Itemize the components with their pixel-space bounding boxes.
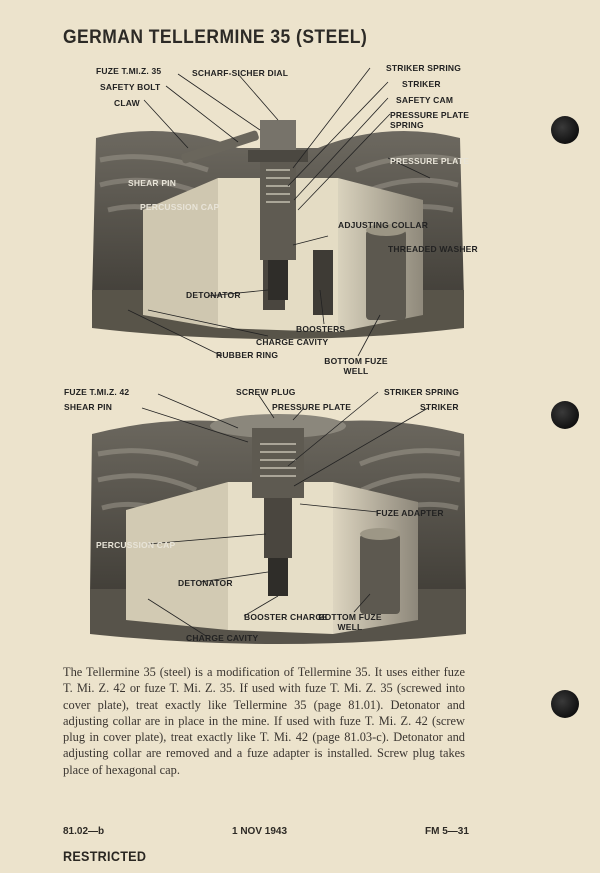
label-charge-cavity-2: CHARGE CAVITY [186, 633, 259, 643]
mine-cutaway-illustration-1 [88, 60, 468, 378]
label-booster-charge: BOOSTER CHARGE [244, 612, 329, 622]
figure-tmiz42-cutaway [64, 384, 468, 664]
label-screw-plug: SCREW PLUG [236, 387, 296, 397]
footer-manual-number: FM 5—31 [425, 826, 469, 837]
label-bottom-fuze-well [320, 356, 392, 376]
label-pressure-plate-spring-text: PRESSURE PLATE SPRING [390, 110, 470, 130]
label-bottom-fuze-well-text: BOTTOM FUZE WELL [324, 356, 388, 376]
label-percussion-cap: PERCUSSION CAP [140, 202, 220, 212]
label-striker-spring: STRIKER SPRING [386, 63, 462, 73]
label-striker-2: STRIKER [420, 402, 459, 412]
label-pressure-plate-2: PRESSURE PLATE [272, 402, 352, 412]
label-scharf-sicher-dial: SCHARF-SICHER DIAL [192, 68, 289, 78]
label-striker-spring-2: STRIKER SPRING [384, 387, 460, 397]
label-threaded-washer: THREADED WASHER [388, 244, 478, 254]
label-shear-pin-2: SHEAR PIN [64, 402, 113, 412]
label-fuze-tmiz35: FUZE T.MI.Z. 35 [96, 66, 162, 76]
footer-page-id: 81.02—b [63, 826, 105, 837]
label-percussion-cap-2: PERCUSSION CAP [96, 540, 176, 550]
label-fuze-adapter: FUZE ADAPTER [376, 508, 444, 518]
label-detonator: DETONATOR [186, 290, 241, 300]
figure-tmiz35-cutaway [88, 60, 478, 378]
binder-hole-middle [551, 401, 579, 429]
binder-hole-top [551, 116, 579, 144]
label-charge-cavity: CHARGE CAVITY [256, 337, 329, 347]
page-title: GERMAN TELLERMINE 35 (STEEL) [63, 27, 368, 48]
classification-marking: RESTRICTED [63, 848, 147, 864]
label-bottom-fuze-well-2-text: BOTTOM FUZE WELL [318, 612, 382, 632]
label-claw: CLAW [114, 98, 140, 108]
label-detonator-2: DETONATOR [178, 578, 233, 588]
mine-cutaway-illustration-2 [88, 384, 468, 664]
label-bottom-fuze-well-2 [314, 612, 386, 632]
label-shear-pin: SHEAR PIN [128, 178, 177, 188]
footer-date: 1 NOV 1943 [232, 826, 288, 837]
body-paragraph: The Tellermine 35 (steel) is a modification of Tellermine 35. It uses either fuze T. Mi. Z. 42 or fuze T. Mi. Z. 35. If used with fuze T. Mi. Z. 35 (screwed into cover plate), treat exactly like Tellermine 35 (page 81.01). Detonator and adjusting collar are in place in the mine. If used with fuze T. Mi. Z. 42 (screw plug in cover plate), treat exactly like T. Mi. 42 (page 81.03-c). Detonator and adjusting collar are removed and a fuze adapter is installed. Screw plug takes place of hexagonal cap. [63, 665, 465, 777]
label-pressure-plate-spring [390, 110, 470, 130]
label-safety-bolt: SAFETY BOLT [100, 82, 161, 92]
label-adjusting-collar: ADJUSTING COLLAR [338, 220, 429, 230]
label-fuze-tmiz42: FUZE T.MI.Z. 42 [64, 387, 130, 397]
label-boosters: BOOSTERS [296, 324, 346, 334]
label-rubber-ring: RUBBER RING [216, 350, 279, 360]
binder-hole-bottom [551, 690, 579, 718]
label-striker: STRIKER [402, 79, 441, 89]
label-pressure-plate: PRESSURE PLATE [390, 156, 470, 166]
label-safety-cam: SAFETY CAM [396, 95, 454, 105]
